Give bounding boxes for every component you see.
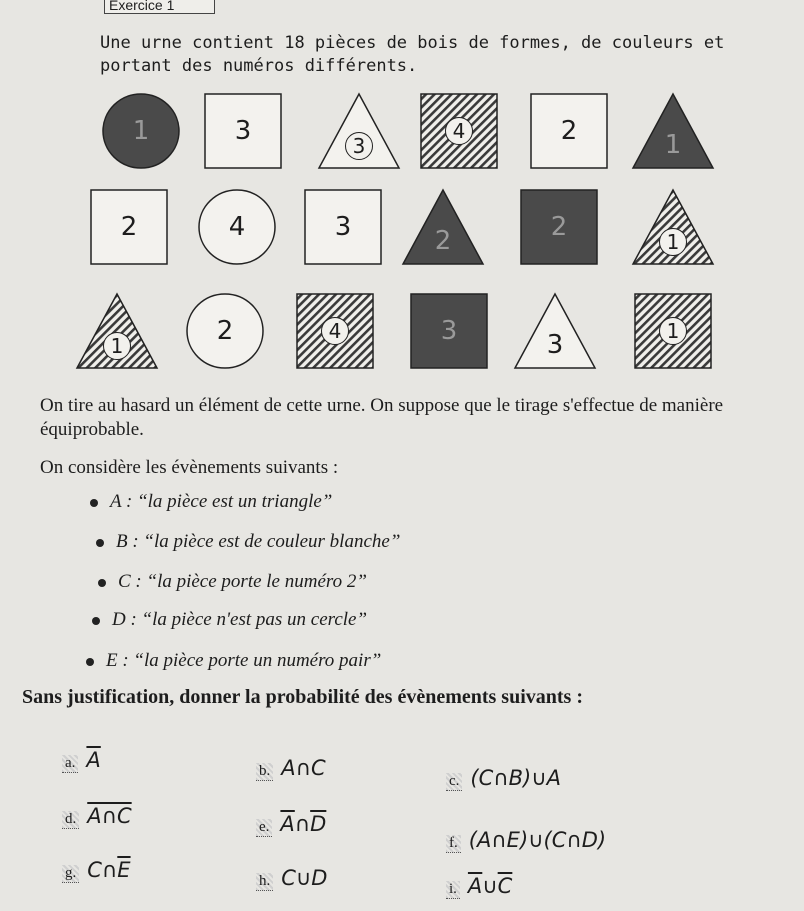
piece-circle: [196, 188, 278, 266]
event-d: D : “la pièce n'est pas un cercle”: [92, 609, 367, 631]
piece-number-label: 1: [659, 317, 687, 345]
piece-number: [418, 92, 500, 170]
piece-number: [196, 188, 278, 266]
piece-number-label: 2: [216, 316, 234, 346]
piece-number: [88, 188, 170, 266]
event-e: E : “la pièce porte un numéro pair”: [86, 650, 381, 672]
piece-number: [76, 292, 158, 370]
piece-square: [202, 92, 284, 170]
piece-number-label: 1: [664, 130, 682, 160]
pieces-grid: [0, 0, 804, 390]
event-b: B : “la pièce est de couleur blanche”: [96, 531, 400, 553]
intro-text: Une urne contient 18 pièces de bois de formes, de couleurs et portant des numéros différents.: [100, 33, 725, 76]
piece-square: [408, 292, 490, 370]
piece-number-label: 1: [659, 228, 687, 256]
bullet-icon: [96, 539, 104, 547]
piece-number: [518, 188, 600, 266]
piece-square: [294, 292, 376, 370]
piece-number-label: 3: [345, 132, 373, 160]
bullet-icon: [92, 617, 100, 625]
event-c: C : “la pièce porte le numéro 2”: [98, 571, 367, 593]
piece-number: [294, 292, 376, 370]
piece-number-label: 2: [434, 226, 452, 256]
piece-square: [418, 92, 500, 170]
piece-number-label: 3: [546, 330, 564, 360]
answer-i: i. $\overline{A}\cup\overline{C}$: [446, 874, 512, 899]
piece-number: [184, 292, 266, 370]
piece-number: [528, 92, 610, 170]
bullet-icon: [90, 499, 98, 507]
piece-triangle: [76, 292, 158, 370]
consider-text: On considère les évènements suivants :: [40, 457, 339, 478]
draw-text: On tire au hasard un élément de cette urne. On suppose que le tirage s'effectue de manière équiprobable.: [40, 395, 724, 440]
piece-triangle: [318, 92, 400, 170]
piece-square: [528, 92, 610, 170]
piece-number-label: 4: [445, 117, 473, 145]
answer-d: d. A∩C: [62, 804, 132, 829]
answer-e: e. $\overline{A}\cap\overline{D}$: [256, 812, 326, 837]
answer-f: f. (A∩E)∪(C∩D): [446, 828, 606, 853]
piece-triangle: [514, 292, 596, 370]
piece-number-label: 4: [321, 317, 349, 345]
piece-square: [88, 188, 170, 266]
piece-number: [100, 92, 182, 170]
piece-number-label: 1: [103, 332, 131, 360]
piece-triangle: [632, 188, 714, 266]
piece-square: [302, 188, 384, 266]
piece-number: [514, 292, 596, 370]
piece-number: [302, 188, 384, 266]
piece-number: [632, 188, 714, 266]
piece-circle: [184, 292, 266, 370]
piece-number-label: 3: [334, 212, 352, 242]
piece-number: [202, 92, 284, 170]
answer-g: g. $C\cap\overline{E}$: [62, 858, 131, 883]
answer-h: h. C∪D: [256, 866, 327, 891]
piece-number: [402, 188, 484, 266]
answer-b: b. A∩C: [256, 756, 326, 781]
answer-c: c. (C∩B)∪A: [446, 766, 561, 791]
piece-number-label: 2: [550, 212, 568, 242]
piece-number-label: 3: [234, 116, 252, 146]
piece-number-label: 4: [228, 212, 246, 242]
exercise-heading: Exercice 1: [104, 0, 215, 14]
piece-number-label: 1: [132, 116, 150, 146]
question-text: Sans justification, donner la probabilité des évènements suivants :: [22, 686, 583, 708]
piece-triangle: [632, 92, 714, 170]
piece-number: [318, 92, 400, 170]
bullet-icon: [98, 579, 106, 587]
piece-number-label: 2: [120, 212, 138, 242]
piece-circle: [100, 92, 182, 170]
event-a: A : “la pièce est un triangle”: [90, 491, 332, 513]
piece-square: [518, 188, 600, 266]
piece-number-label: 3: [440, 316, 458, 346]
piece-number: [408, 292, 490, 370]
piece-number: [632, 92, 714, 170]
piece-number-label: 2: [560, 116, 578, 146]
piece-triangle: [402, 188, 484, 266]
piece-square: [632, 292, 714, 370]
answer-a: a. $\overline{A}$: [62, 748, 101, 773]
bullet-icon: [86, 658, 94, 666]
piece-number: [632, 292, 714, 370]
